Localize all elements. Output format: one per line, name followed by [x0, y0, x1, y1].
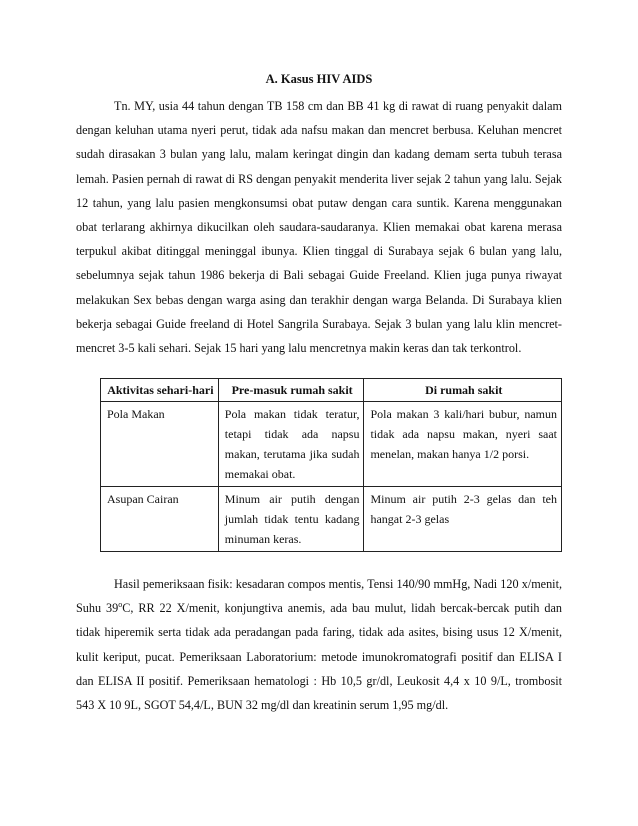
pre-hospital-cell: Pola makan tidak teratur, tetapi tidak ada napsu makan, terutama jika sudah memakai obat. — [218, 402, 364, 487]
in-hospital-cell: Minum air putih 2-3 gelas dan teh hangat 2-3 gelas — [364, 487, 562, 552]
case-paragraph-text: Tn. MY, usia 44 tahun dengan TB 158 cm dan BB 41 kg di rawat di ruang penyakit dalam dengan keluhan utama nyeri perut, tidak ada nafsu makan dan mencret berbusa. Keluhan mencret sudah dirasakan 3 bulan yang lalu, malam keringat dingin dan kadang demam serta tubuh terasa lemah. Pasien pernah di rawat di RS dengan penyakit menderita liver sejak 2 tahun yang lalu. Sejak 12 tahun, yang lalu pasien mengkonsumsi obat putaw dengan cara suntik. Karena menggunakan obat terlarang akhirnya dikucilkan oleh saudara-saudaranya. Klien memakai obat karena merasa terpukul akibat ditinggal meninggal ibunya. Klien tinggal di Surabaya sejak 6 bulan yang lalu, sebelumnya sejak tahun 1986 bekerja di Bali sebagai Guide Freeland. Klien juga punya riwayat melakukan Sex bebas dengan warga asing dan terakhir dengan warga Belanda. Di Surabaya klien bekerja sebagai Guide freeland di Hotel Sangrila Surabaya. Sejak 3 bulan yang lalu klin mencret-mencret 3-5 kali sehari. Sejak 15 hari yang lalu mencretnya makin keras dan tak terkontrol. — [76, 99, 563, 356]
exam-text-part-2: C, RR 22 X/menit, konjungtiva anemis, ada bau mulut, lidah bercak-bercak putih dan tidak hiperemik serta tidak ada peradangan pada faring, tidak ada asites, bising usus 12 X/menit, kulit keriput, pucat. Pemeriksaan Laboratorium: metode imunokromatografi positif dan ELISA I dan ELISA II positif. Pemeriksaan hematologi : Hb 10,5 gr/dl, Leukosit 4,4 x 10 9/L, trombosit 543 X 10 9L, SGOT 54,4/L, BUN 32 mg/dl dan kreatinin serum 1,95 mg/dl. — [76, 601, 562, 713]
table-row — [101, 487, 562, 552]
case-paragraph — [76, 94, 562, 360]
column-header-in-hospital: Di rumah sakit — [364, 379, 562, 402]
activity-cell: Pola Makan — [101, 402, 219, 487]
section-heading: A. Kasus HIV AIDS — [265, 72, 373, 86]
table-row — [101, 402, 562, 487]
in-hospital-cell: Pola makan 3 kali/hari bubur, namun tidak ada napsu makan, nyeri saat menelan, makan hanya 1/2 porsi. — [364, 402, 562, 487]
table-header-row — [101, 379, 562, 402]
pre-hospital-cell: Minum air putih dengan jumlah tidak tentu kadang minuman keras. — [218, 487, 364, 552]
degree-superscript: o — [118, 600, 123, 610]
activity-cell: Asupan Cairan — [101, 487, 219, 552]
column-header-pre-hospital: Pre-masuk rumah sakit — [218, 379, 364, 402]
daily-activities-table — [100, 378, 562, 552]
column-header-activity: Aktivitas sehari-hari — [101, 379, 219, 402]
examination-paragraph — [76, 572, 562, 717]
exam-text-part-1: Hasil pemeriksaan fisik: kesadaran compos mentis, Tensi 140/90 mmHg, Nadi 120 x/menit, Suhu 39 — [76, 577, 562, 616]
